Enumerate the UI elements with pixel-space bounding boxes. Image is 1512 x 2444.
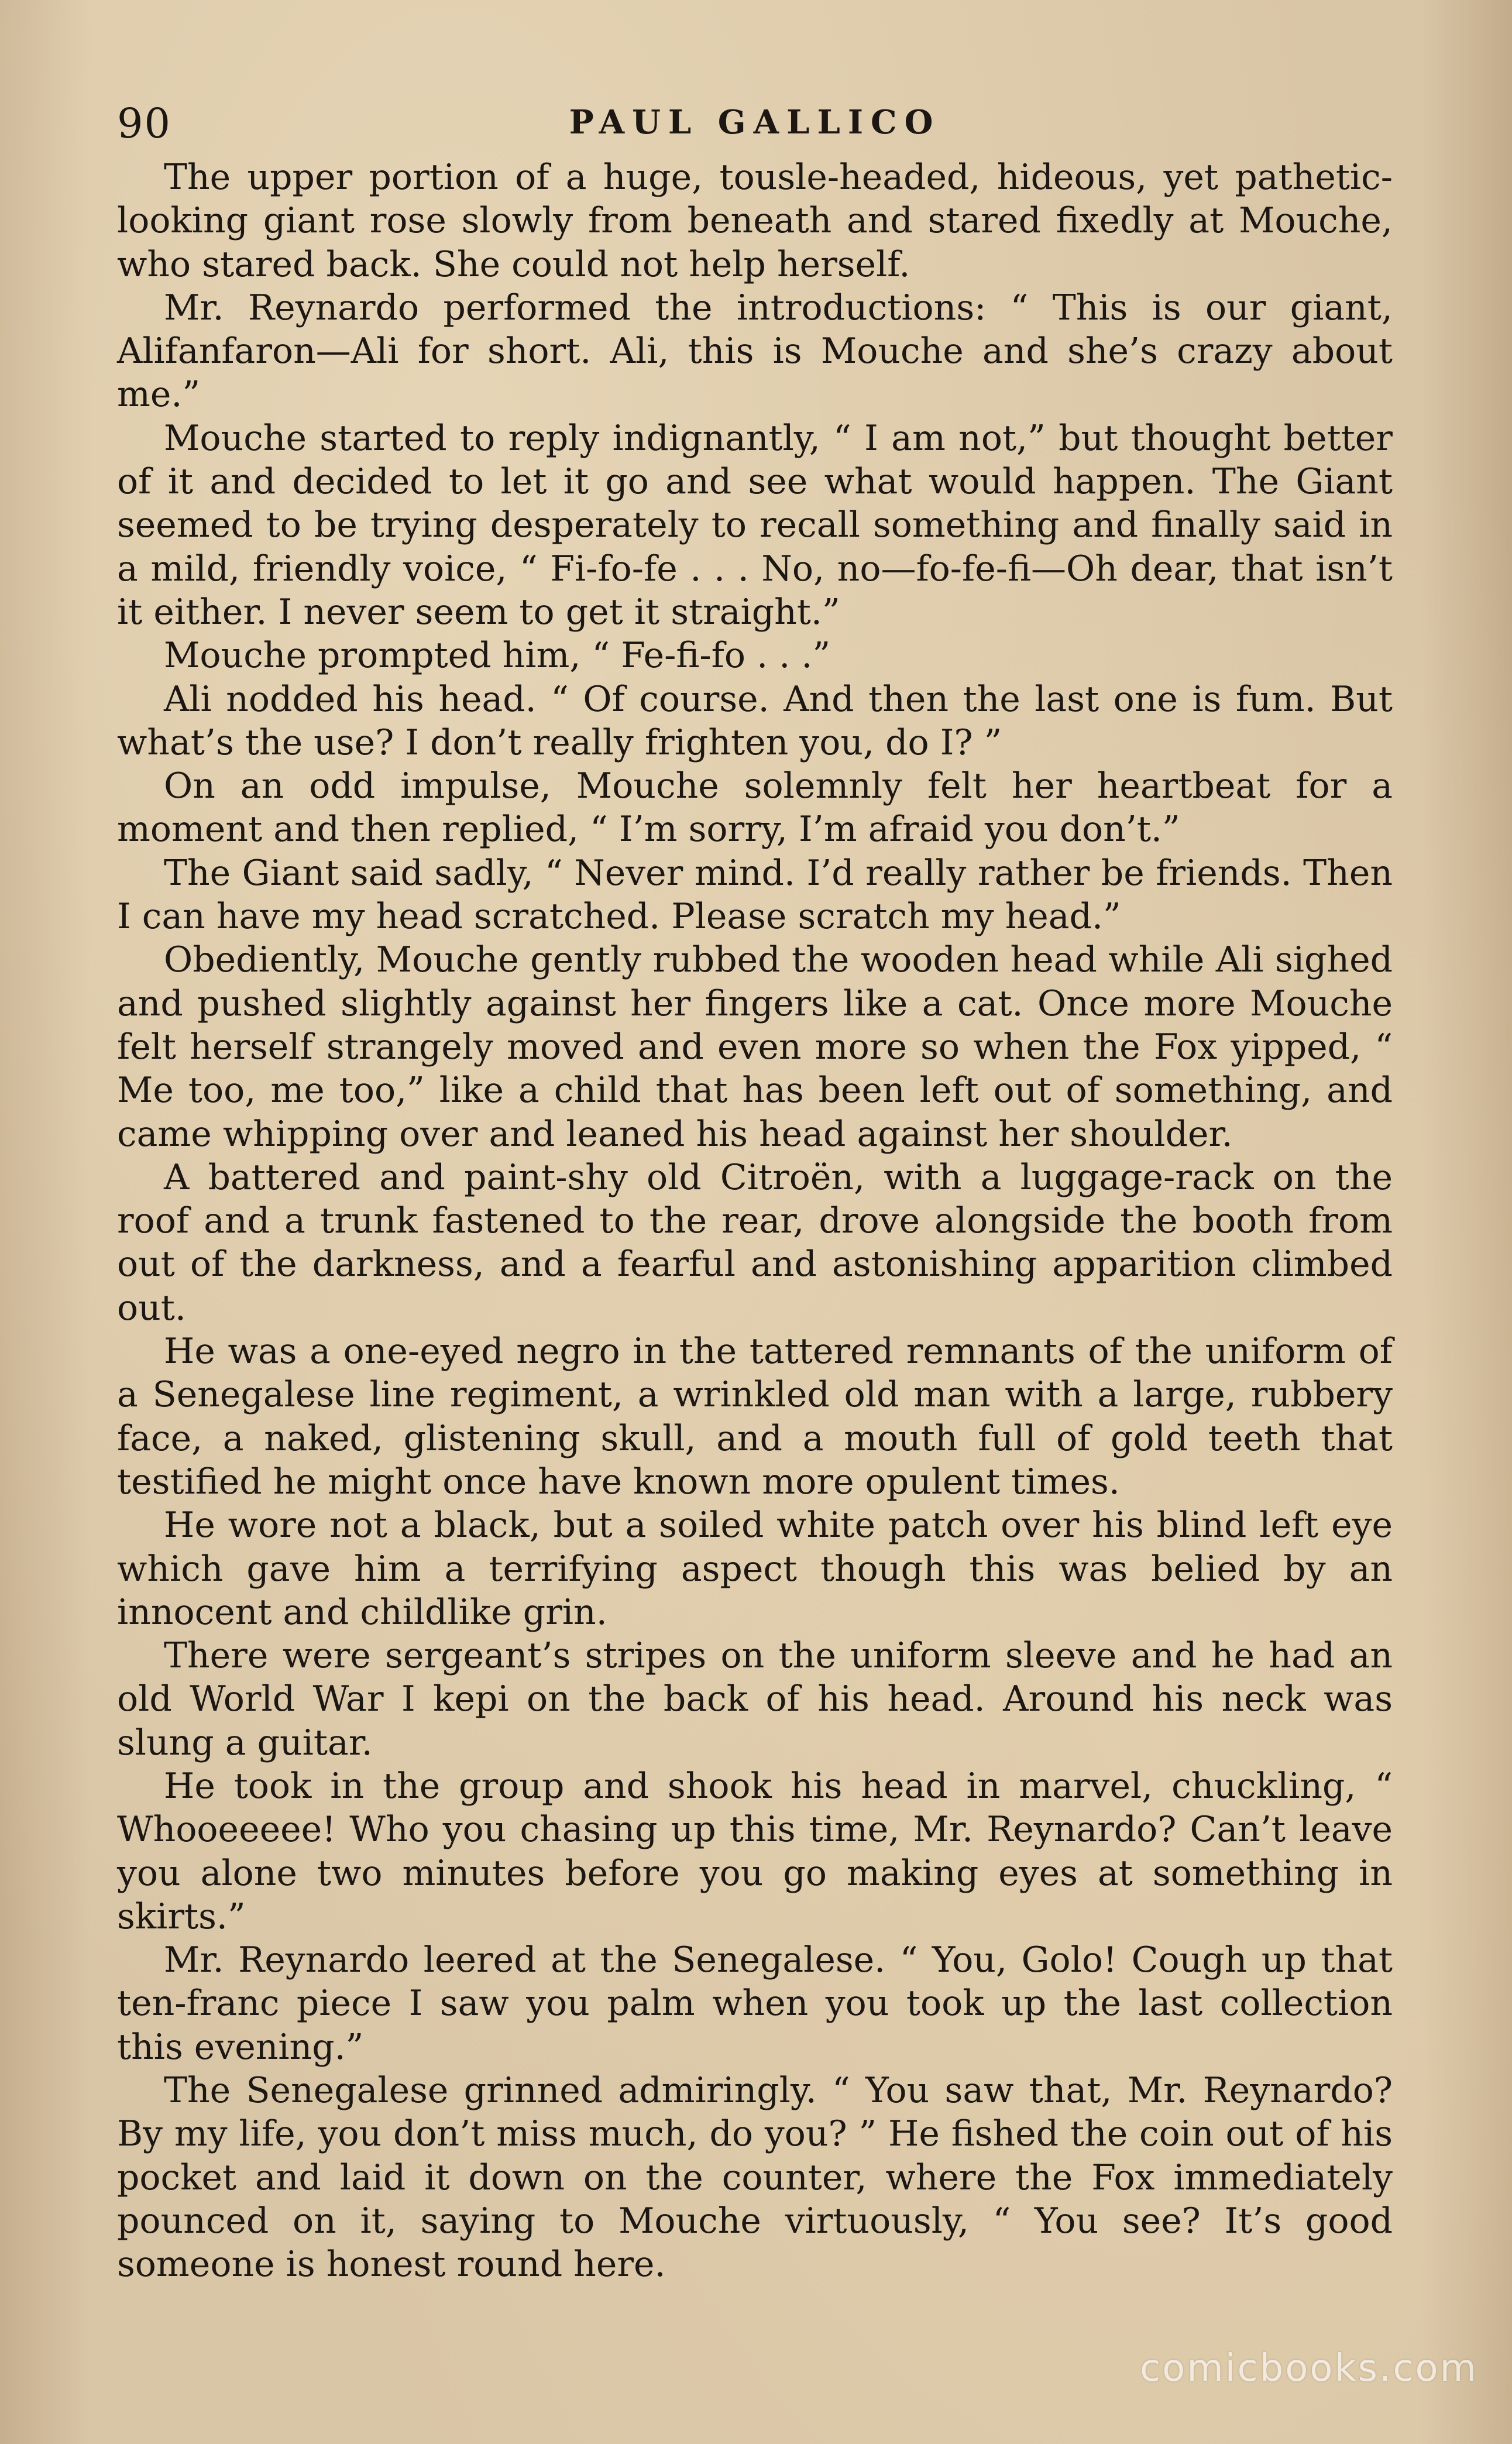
paragraph: Mr. Reynardo leered at the Senegalese. “ You, Golo! Cough up that ten-franc piece I saw you palm when you took up the last collection this evening.”: [117, 1940, 1393, 2068]
paragraph: Obediently, Mouche gently rubbed the wooden head while Ali sighed and pushed slightly against her fingers like a cat. Once more Mouche felt herself strangely moved and even more so when the Fox yipped, “ Me too, me too,” like a child that has been left out of something, and came whipping over and leaned his head against her shoulder.: [117, 939, 1393, 1155]
paragraph: Mr. Reynardo performed the introductions: “ This is our giant, Alifanfaron—Ali for short. Ali, this is Mouche and she’s crazy about me.”: [117, 287, 1393, 416]
paragraph: He took in the group and shook his head in marvel, chuckling, “ Whooeeeee! Who you chasing up this time, Mr. Reynardo? Can’t leave you alone two minutes before you go making eyes at something in skirts.”: [117, 1765, 1393, 1937]
book-page: [117, 88, 1393, 2287]
paragraph: The Giant said sadly, “ Never mind. I’d really rather be friends. Then I can have my head scratched. Please scratch my head.”: [117, 852, 1393, 938]
running-head-author: PAUL GALLICO: [569, 103, 941, 142]
paragraph: He was a one-eyed negro in the tattered remnants of the uniform of a Senegalese line regiment, a wrinkled old man with a large, rubbery face, a naked, glistening skull, and a mouth full of gold teeth that testified he might once have known more opulent times.: [117, 1331, 1393, 1502]
page-number: 90: [117, 99, 172, 147]
paragraph: The Senegalese grinned admiringly. “ You saw that, Mr. Reynardo? By my life, you don’t miss much, do you? ” He fished the coin out of his pocket and laid it down on the counter, where the Fox immediately pounced on it, saying to Mouche virtuously, “ You see? It’s good someone is honest round here.: [117, 2070, 1393, 2285]
running-head: [117, 88, 1393, 152]
paragraph: A battered and paint-shy old Citroën, with a luggage-rack on the roof and a trunk fastened to the rear, drove alongside the booth from out of the darkness, and a fearful and astonishing apparition climbed out.: [117, 1156, 1393, 1329]
watermark: comicbooks.com: [1139, 2347, 1478, 2390]
paragraph: Ali nodded his head. “ Of course. And then the last one is fum. But what’s the use? I don’t really frighten you, do I? ”: [117, 678, 1393, 763]
body-text: [117, 156, 1393, 2287]
paragraph: Mouche prompted him, “ Fe-fi-fo . . .”: [164, 635, 831, 677]
paragraph: He wore not a black, but a soiled white patch over his blind left eye which gave him a terrifying aspect though this was belied by an innocent and childlike grin.: [117, 1505, 1393, 1633]
paragraph: Mouche started to reply indignantly, “ I am not,” but thought better of it and decided to let it go and see what would happen. The Giant seemed to be trying desperately to recall something and finally said in a mild, friendly voice, “ Fi-fo-fe . . . No, no—fo-fe-fi—Oh dear, that isn’t it either. I never seem to get it straight.”: [117, 417, 1393, 633]
paragraph: There were sergeant’s stripes on the uniform sleeve and he had an old World War I kepi on the back of his head. Around his neck was slung a guitar.: [117, 1635, 1393, 1763]
paragraph: The upper portion of a huge, tousle-headed, hideous, yet pathetic-looking giant rose slowly from beneath and stared fixedly at Mouche, who stared back. She could not help herself.: [117, 157, 1393, 285]
paragraph: On an odd impulse, Mouche solemnly felt her heartbeat for a moment and then replied, “ I’m sorry, I’m afraid you don’t.”: [117, 766, 1393, 850]
